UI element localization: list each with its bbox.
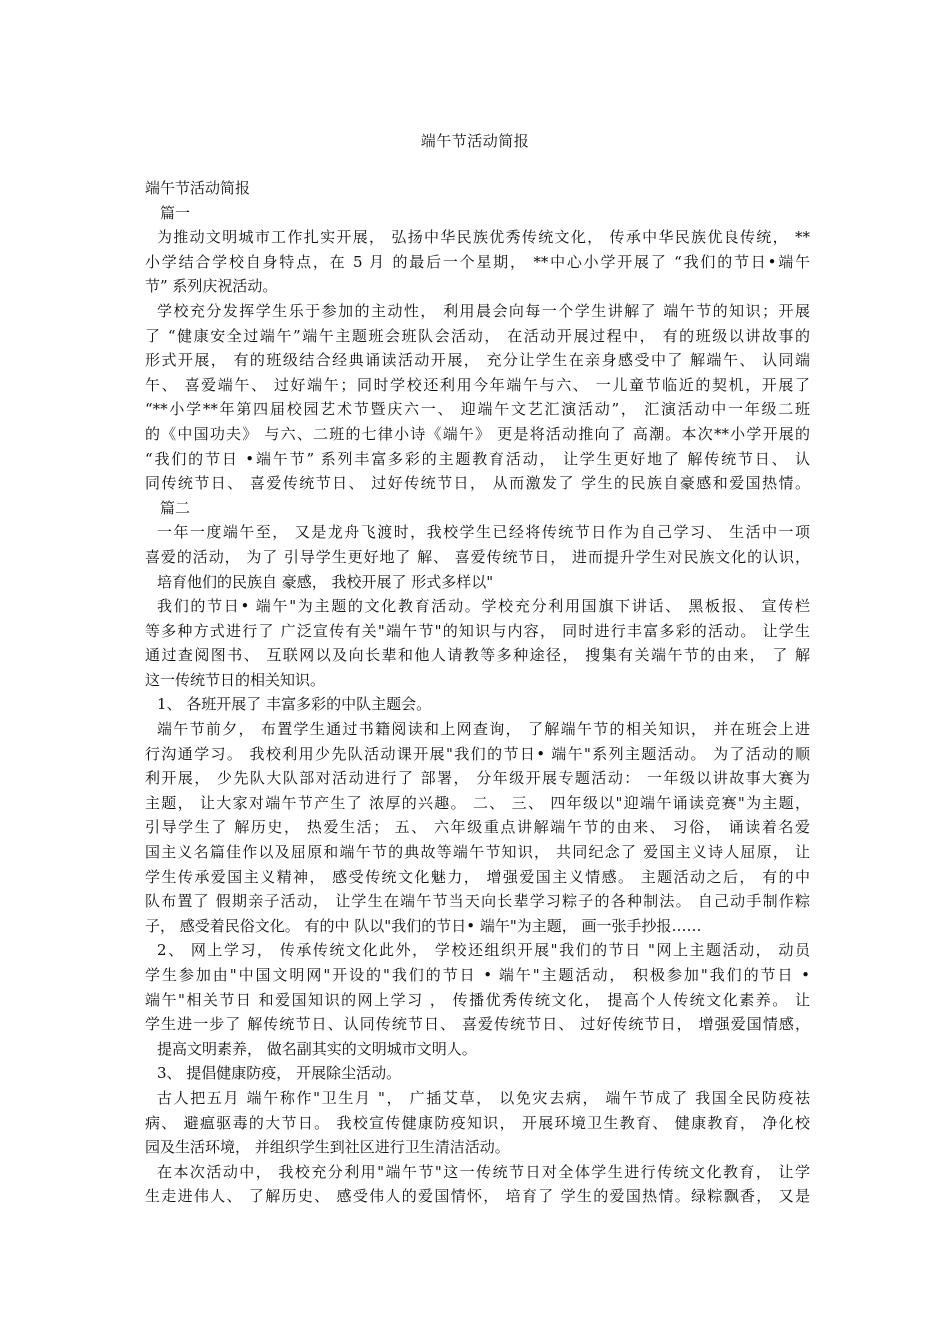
list-item-heading: 1、 各班开展了 丰富多彩的中队主题会。 xyxy=(157,695,432,714)
section-heading-1: 篇一 xyxy=(160,203,191,222)
text-line: 了 “健康安全过端午”端午主题班会班队会活动， 在活动开展过程中， 有的班级以讲故事的 xyxy=(145,326,810,345)
section-heading-2: 篇二 xyxy=(160,498,191,517)
text-line: 子， 感受着民俗文化。 有的中 队以"我们的节日• 端午"为主题， 画一张手抄报…… xyxy=(145,916,702,935)
text-line: 小学结合学校自身特点，在 5 月 的最后一个星期， **中心小学开展了 “我们的节日•端午 xyxy=(145,252,810,271)
text-line: 利开展， 少先队大队部对活动进行了 部署， 分年级开展专题活动： 一年级以讲故事大赛为 xyxy=(145,769,810,788)
text-line: 园及生活环境， 并组织学生到社区进行卫生清洁活动。 xyxy=(145,1138,510,1157)
text-line: “我们的节日 •端午节” 系列丰富多彩的主题教育活动， 让学生更好地了 解传统节日、 认 xyxy=(145,449,810,468)
text-line: 国主义名篇佳作以及屈原和端午节的典故等端午节知识， 共同纪念了 爱国主义诗人屈原， 让 xyxy=(145,843,810,862)
text-line: 行沟通学习。 我校利用少先队活动课开展"我们的节日• 端午"系列主题活动。 为了活动的顺 xyxy=(145,744,810,763)
text-line: 等多种方式进行了 广泛宣传有关"端午节"的知识与内容， 同时进行丰富多彩的活动。 让学生 xyxy=(145,621,810,640)
text-line: 学校充分发挥学生乐于参加的主动性， 利用晨会向每一个学生讲解了 端午节的知识；开展 xyxy=(157,301,810,320)
text-line: 队布置了 假期亲子活动， 让学生在端午节当天向长辈学习粽子的各种制法。 自己动手制作粽 xyxy=(145,892,810,911)
text-line: 午、 喜爱端午、 过好端午；同时学校还利用今年端午与六、 一儿童节临近的契机，开展了 xyxy=(145,375,810,394)
text-line: 主题， 让大家对端午节产生了 浓厚的兴趣。 二、 三、 四年级以"迎端午诵读竞赛"为主题， xyxy=(145,793,810,812)
document-body xyxy=(145,176,810,1209)
text-line: 端午"相关节日 和爱国知识的网上学习 ， 传播优秀传统文化， 提高个人传统文化素养。 让 xyxy=(145,990,810,1009)
text-line: 通过查阅图书、 互联网以及向长辈和他人请教等多种途径， 搜集有关端午节的由来， 了 解 xyxy=(145,646,810,665)
text-line: 我们的节日• 端午"为主题的文化教育活动。学校充分利用国旗下讲话、 黑板报、 宣传栏 xyxy=(157,597,810,616)
text-line: 学生传承爱国主义精神， 感受传统文化魅力， 增强爱国主义情感。 主题活动之后， 有的中 xyxy=(145,867,810,886)
text-line: 喜爱的活动， 为了 引导学生更好地了 解、 喜爱传统节日， 进而提升学生对民族文化的认识， xyxy=(145,547,810,566)
text-line: 的《中国功夫》 与六、二班的七律小诗《端午》 更是将活动推向了 高潮。本次**小学开展的 xyxy=(145,424,810,443)
list-item-heading: 3、 提倡健康防疫， 开展除尘活动。 xyxy=(157,1064,402,1083)
text-line: 病、 避瘟驱毒的大节日。 我校宣传健康防疫知识， 开展环境卫生教育、 健康教育， 净化校 xyxy=(145,1113,810,1132)
subtitle-line: 端午节活动简报 xyxy=(145,179,251,197)
text-line: 学生参加由"中国文明网"开设的"我们的节日 • 端午"主题活动， 积极参加"我们的节日 • xyxy=(145,966,810,984)
text-line: 一年一度端午至， 又是龙舟飞渡时，我校学生已经将传统节日作为自己学习、 生活中一项 xyxy=(157,523,810,542)
text-line: 形式开展， 有的班级结合经典诵读活动开展， 充分让学生在亲身感受中了 解端午、 认同端 xyxy=(145,351,810,370)
text-line: 引导学生了 解历史， 热爱生活； 五、 六年级重点讲解端午节的由来、 习俗， 诵读着名爱 xyxy=(145,818,810,837)
text-line: 古人把五月 端午称作"卫生月 "， 广插艾草， 以免灾去病， 端午节成了 我国全民防疫祛 xyxy=(157,1088,810,1107)
text-line: 在本次活动中， 我校充分利用"端午节"这一传统节日对全体学生进行传统文化教育， 让学 xyxy=(157,1162,810,1181)
text-line: 学生进一步了 解传统节日、认同传统节日、 喜爱传统节日、 过好传统节日， 增强爱国情感， xyxy=(145,1015,810,1034)
text-line: 节” 系列庆祝活动。 xyxy=(145,277,278,296)
text-line: 这一传统节日的相关知识。 xyxy=(145,670,326,689)
text-line: 提高文明素养， 做名副其实的文明城市文明人。 xyxy=(157,1039,477,1058)
text-line: 生走进伟人、 了解历史、 感受伟人的爱国情怀， 培育了 学生的爱国热情。绿粽飘香， 又是 xyxy=(145,1187,810,1206)
list-item-heading: 2、 网上学习， 传承传统文化此外， 学校还组织开展"我们的节日 "网上主题活动， 动员 xyxy=(157,941,810,960)
text-line: 端午节前夕， 布置学生通过书籍阅读和上网查询， 了解端午节的相关知识， 并在班会上进 xyxy=(157,720,810,739)
text-line: “**小学**年第四届校园艺术节暨庆六一、 迎端午文艺汇演活动”， 汇演活动中一年级二班 xyxy=(145,400,810,419)
text-line: 同传统节日、 喜爱传统节日、 过好传统节日， 从而激发了 学生的民族自豪感和爱国热情。 xyxy=(145,474,810,493)
text-line: 为推动文明城市工作扎实开展， 弘扬中华民族优秀传统文化， 传承中华民族优良传统， ** xyxy=(157,228,810,247)
text-line: 培育他们的民族自 豪感， 我校开展了 形式多样以" xyxy=(157,572,494,591)
document-title: 端午节活动简报 xyxy=(420,132,530,150)
